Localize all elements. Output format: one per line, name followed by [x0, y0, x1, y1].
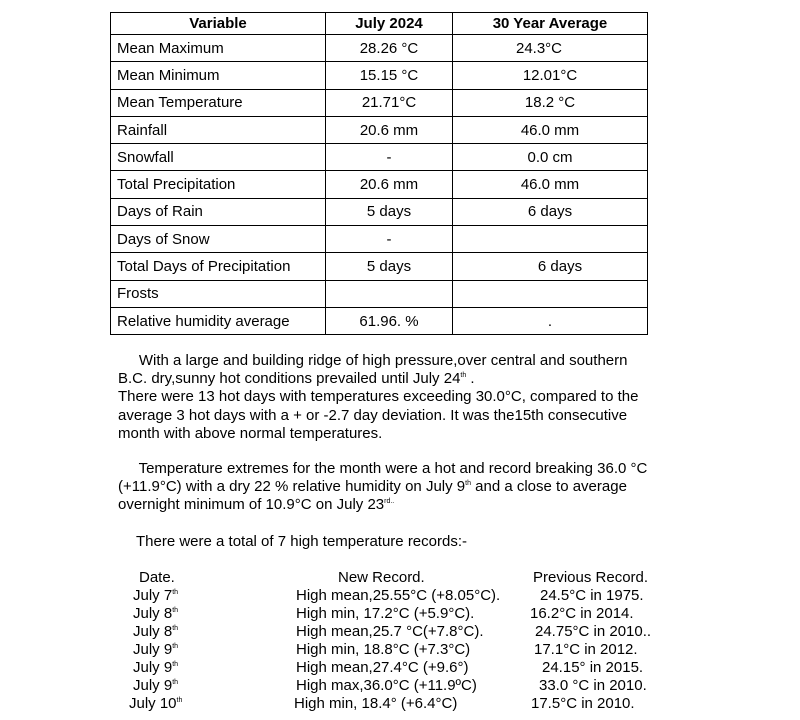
record-day: July 9	[133, 677, 173, 694]
table-row	[111, 35, 648, 62]
record-day: July 8	[133, 605, 173, 622]
records-header-previous: Previous Record.	[533, 569, 649, 586]
records-header-new: New Record.	[338, 569, 425, 586]
cell-variable: Mean Minimum	[111, 62, 326, 89]
record-date	[133, 587, 178, 604]
records-header-date: Date.	[139, 569, 175, 586]
record-new: High min, 18.4° (+6.4°C)	[294, 695, 458, 712]
paragraph-text: overnight minimum of 10.9°C on July 23	[118, 496, 385, 514]
record-day: July 9	[133, 641, 173, 658]
cell-july-2024	[326, 280, 453, 307]
record-previous: 24.5°C in 1975.	[540, 587, 644, 604]
cell-july-2024: -	[326, 144, 453, 171]
cell-july-2024: 5 days	[326, 198, 453, 225]
record-date	[133, 659, 178, 676]
paragraph-line: month with above normal temperatures.	[118, 424, 383, 442]
record-date	[129, 695, 182, 712]
cell-variable: Relative humidity average	[111, 307, 326, 334]
table-row	[111, 89, 648, 116]
record-new: High max,36.0°C (+11.9ºC)	[296, 677, 477, 694]
cell-30-year-average	[453, 226, 648, 253]
cell-variable: Snowfall	[111, 144, 326, 171]
paragraph-text: .	[466, 370, 475, 388]
ordinal-suffix: th	[465, 480, 471, 488]
cell-variable: Total Days of Precipitation	[111, 253, 326, 280]
paragraph-text: B.C. dry,sunny hot conditions prevailed until July 24	[118, 370, 461, 388]
record-day: July 8	[133, 623, 173, 640]
cell-30-year-average: 46.0 mm	[453, 171, 648, 198]
record-previous: 33.0 °C in 2010.	[539, 677, 647, 694]
table-header-row	[111, 13, 648, 35]
cell-30-year-average: 12.01°C	[453, 62, 648, 89]
ordinal-suffix: th	[172, 643, 179, 650]
record-previous: 24.15° in 2015.	[542, 659, 644, 676]
ordinal-suffix: th	[460, 372, 467, 380]
cell-july-2024: 20.6 mm	[326, 171, 453, 198]
table-row	[111, 226, 648, 253]
record-day: July 9	[133, 659, 173, 676]
paragraph-line	[118, 496, 647, 514]
pressure-ridge-paragraph	[118, 352, 638, 443]
header-variable: Variable	[111, 13, 326, 35]
cell-30-year-average: 6 days	[453, 198, 648, 225]
ordinal-suffix: th	[172, 589, 179, 596]
table-row	[111, 62, 648, 89]
cell-variable: Mean Maximum	[111, 35, 326, 62]
cell-variable: Total Precipitation	[111, 171, 326, 198]
record-new: High min, 18.8°C (+7.3°C)	[296, 641, 471, 658]
paragraph-line: average 3 hot days with a + or -2.7 day deviation. It was the15th consecutive	[118, 406, 628, 424]
record-date	[133, 677, 178, 694]
cell-july-2024: 21.71°C	[326, 89, 453, 116]
cell-july-2024: 5 days	[326, 253, 453, 280]
cell-july-2024: -	[326, 226, 453, 253]
ordinal-suffix: th	[172, 607, 179, 614]
paragraph-line: Temperature extremes for the month were a hot and record breaking 36.0 °C	[118, 460, 648, 477]
record-date	[133, 641, 178, 658]
cell-july-2024: 20.6 mm	[326, 116, 453, 143]
record-new: High mean,25.7 °C(+7.8°C).	[296, 623, 484, 640]
cell-variable: Mean Temperature	[111, 89, 326, 116]
table-row	[111, 253, 648, 280]
record-previous: 17.5°C in 2010.	[531, 695, 635, 712]
table-row	[111, 171, 648, 198]
cell-variable: Rainfall	[111, 116, 326, 143]
table-row	[111, 198, 648, 225]
paragraph-line: There were 13 hot days with temperatures exceeding 30.0°C, compared to the	[118, 388, 639, 406]
paragraph-text: and a close to average	[470, 478, 627, 496]
cell-july-2024: 61.96. %	[326, 307, 453, 334]
paragraph-line	[118, 370, 638, 388]
record-new: High mean,25.55°C (+8.05°C).	[296, 587, 501, 604]
header-july-2024: July 2024	[326, 13, 453, 35]
ordinal-suffix: rd..	[384, 498, 395, 506]
ordinal-suffix: th	[172, 679, 179, 686]
ordinal-suffix: th	[172, 661, 179, 668]
paragraph-line	[118, 478, 647, 496]
table-row	[111, 280, 648, 307]
record-new: High min, 17.2°C (+5.9°C).	[296, 605, 475, 622]
cell-30-year-average: 0.0 cm	[453, 144, 648, 171]
paragraph-text: (+11.9°C) with a dry 22 % relative humidity on July 9	[118, 478, 466, 496]
cell-30-year-average: 24.3°C	[453, 35, 648, 62]
cell-30-year-average: .	[453, 307, 648, 334]
climate-summary-table	[110, 12, 648, 335]
table-row	[111, 116, 648, 143]
record-day: July 10	[129, 695, 177, 712]
cell-variable: Days of Rain	[111, 198, 326, 225]
cell-30-year-average: 18.2 °C	[453, 89, 648, 116]
cell-30-year-average: 6 days	[453, 253, 648, 280]
record-date	[133, 623, 178, 640]
cell-30-year-average: 46.0 mm	[453, 116, 648, 143]
table-row	[111, 307, 648, 334]
cell-30-year-average	[453, 280, 648, 307]
cell-variable: Frosts	[111, 280, 326, 307]
record-previous: 24.75°C in 2010..	[535, 623, 652, 640]
header-30-year-average: 30 Year Average	[453, 13, 648, 35]
record-day: July 7	[133, 587, 173, 604]
record-new: High mean,27.4°C (+9.6°)	[296, 659, 469, 676]
table-row	[111, 144, 648, 171]
ordinal-suffix: th	[172, 625, 179, 632]
records-intro: There were a total of 7 high temperature records:-	[136, 533, 467, 550]
cell-july-2024: 15.15 °C	[326, 62, 453, 89]
cell-variable: Days of Snow	[111, 226, 326, 253]
cell-july-2024: 28.26 °C	[326, 35, 453, 62]
ordinal-suffix: th	[176, 697, 183, 704]
record-previous: 17.1°C in 2012.	[534, 641, 638, 658]
record-previous: 16.2°C in 2014.	[530, 605, 634, 622]
temperature-extremes-paragraph	[118, 460, 647, 515]
record-date	[133, 605, 178, 622]
paragraph-line: With a large and building ridge of high pressure,over central and southern	[118, 352, 628, 369]
